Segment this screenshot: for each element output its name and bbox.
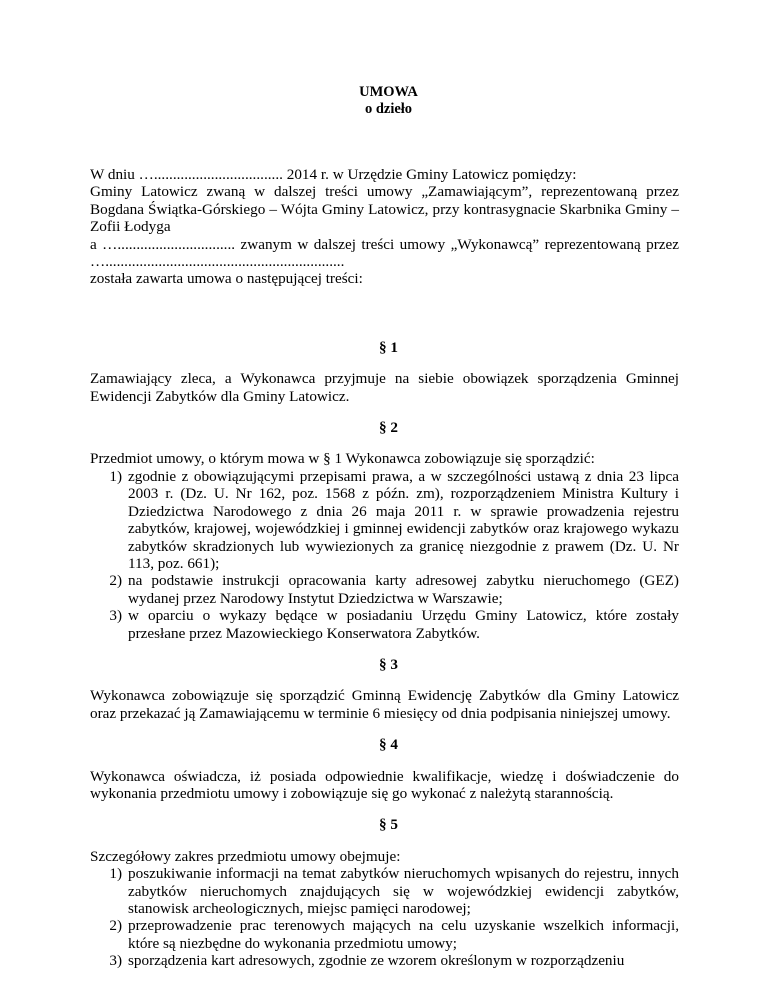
list-item-number: 1) xyxy=(109,467,122,485)
list-item-text: zgodnie z obowiązującymi przepisami prawa, a w szczególności ustawą z dnia 23 lipca 2003 r. (Dz. U. Nr 162, poz. 1568 z późn. zm), rozporządzeniem Ministra Kultury i Dziedzictwa Narodowego z dnia 26 maja 2011 r. w sprawie prowadzenia rejestru zabytków, krajowej, wojewódzkiej i gminnej ewidencji zabytków oraz krajowego wykazu zabytków skradzionych lub wywiezionych za granicę niezgodnie z prawem (Dz. U. Nr 113, poz. 661); xyxy=(128,467,679,572)
section-text-5: Szczegółowy zakres przedmiotu umowy obejmuje: xyxy=(90,847,401,865)
intro-closing: została zawarta umowa o następującej treści: xyxy=(90,270,363,288)
list-item xyxy=(90,572,679,607)
list-item-text: przeprowadzenie prac terenowych mających na celu uzyskanie wszelkich informacji, które są niezbędne do wykonania przedmiotu umowy; xyxy=(128,917,679,952)
document-title: UMOWA xyxy=(359,84,418,100)
intro-line-date: W dniu ….................................. 2014 r. w Urzędzie Gminy Latowicz pomiędzy: xyxy=(90,166,577,183)
section-text-2: Przedmiot umowy, o którym mowa w § 1 Wykonawca zobowiązuje się sporządzić: xyxy=(90,450,595,468)
intro-party-ordering: Gminy Latowicz zwaną w dalszej treści umowy „Zamawiającym”, reprezentowaną przez Bogdana Świątka-Górskiego – Wójta Gminy Latowicz, przy kontrasygnacie Skarbnika Gminy – Zofii Łodyga xyxy=(90,183,679,236)
list-item-text: poszukiwanie informacji na temat zabytków nieruchomych wpisanych do rejestru, innych zabytków nieruchomych znajdujących się w wojewódzkiej ewidencji zabytków, stanowisk archeologicznych, miejsc pamięci narodowej; xyxy=(128,865,679,917)
section-2-list xyxy=(90,468,679,642)
section-text-1: Zamawiający zleca, a Wykonawca przyjmuje na siebie obowiązek sporządzenia Gminnej Ewidencji Zabytków dla Gminy Latowicz. xyxy=(90,370,679,405)
list-item-number: 3) xyxy=(109,607,122,625)
document-page xyxy=(90,84,679,970)
document-subtitle: o dzieło xyxy=(364,101,413,117)
intro-party-contractor: a …............................... zwanym w dalszej treści umowy „Wykonawcą” reprezentowaną przez …............................................................... xyxy=(90,235,679,271)
section-text-4: Wykonawca oświadcza, iż posiada odpowiednie kwalifikacje, wiedzę i doświadczenie do wykonania przedmiotu umowy i zobowiązuje się go wykonać z należytą starannością. xyxy=(90,767,679,802)
section-heading-2: § 2 xyxy=(379,419,398,437)
section-heading-5: § 5 xyxy=(379,816,398,834)
list-item-text: sporządzenia kart adresowych, zgodnie ze wzorem określonym w rozporządzeniu xyxy=(128,952,625,970)
list-item-number: 1) xyxy=(109,865,122,883)
list-item-number: 2) xyxy=(109,917,122,935)
list-item-text: w oparciu o wykazy będące w posiadaniu Urzędu Gminy Latowicz, które zostały przesłane przez Mazowieckiego Konserwatora Zabytków. xyxy=(128,607,679,642)
list-item xyxy=(90,917,679,952)
list-item-number: 3) xyxy=(109,952,122,970)
list-item xyxy=(90,865,679,917)
list-item xyxy=(90,607,679,642)
list-item-number: 2) xyxy=(109,572,122,590)
section-text-3: Wykonawca zobowiązuje się sporządzić Gminną Ewidencję Zabytków dla Gminy Latowicz oraz przekazać ją Zamawiającemu w terminie 6 miesięcy od dnia podpisania niniejszej umowy. xyxy=(90,687,679,722)
list-item xyxy=(90,468,679,572)
section-5-list xyxy=(90,865,679,969)
section-heading-4: § 4 xyxy=(379,736,398,754)
section-heading-1: § 1 xyxy=(379,338,398,356)
list-item xyxy=(90,952,679,969)
intro-block xyxy=(90,166,679,288)
section-heading-3: § 3 xyxy=(379,655,398,673)
list-item-text: na podstawie instrukcji opracowania karty adresowej zabytku nieruchomego (GEZ) wydanej przez Narodowy Instytut Dziedzictwa w Warszawie; xyxy=(128,572,679,607)
